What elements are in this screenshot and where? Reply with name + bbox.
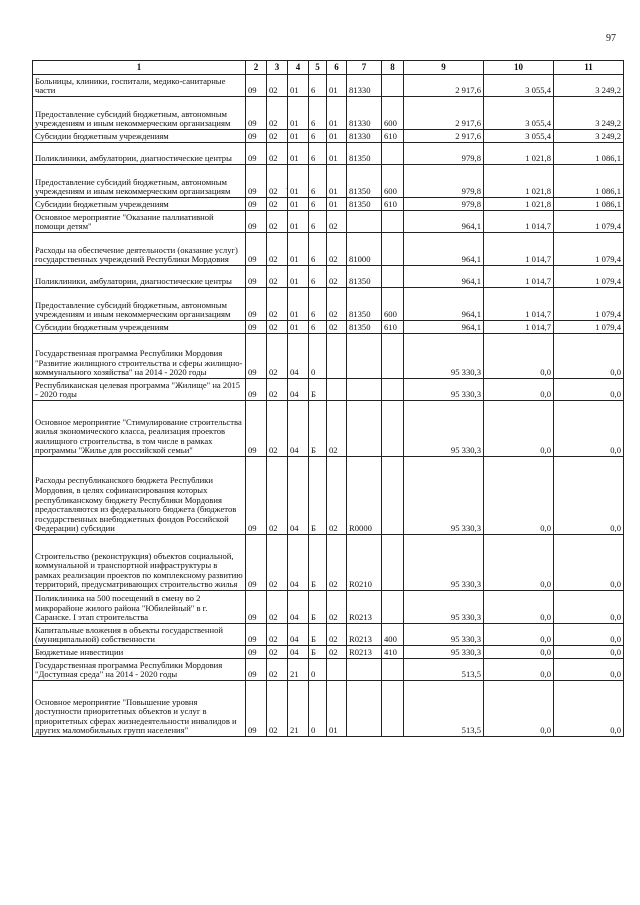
amount-2020: 0,0	[484, 334, 554, 379]
amount-2021: 1 079,4	[554, 321, 624, 334]
code-cell: 01	[288, 321, 309, 334]
amount-2020: 1 014,7	[484, 288, 554, 321]
code-cell: 81000	[347, 233, 382, 266]
code-cell: 01	[288, 75, 309, 97]
amount-2019: 95 330,3	[404, 646, 484, 659]
code-cell: 6	[309, 321, 327, 334]
code-cell: 6	[309, 198, 327, 211]
code-cell: 01	[288, 165, 309, 198]
amount-2020: 0,0	[484, 659, 554, 681]
amount-2021: 0,0	[554, 379, 624, 401]
table-row	[33, 535, 624, 591]
row-name: Субсидии бюджетным учреждениям	[33, 130, 246, 143]
row-name: Основное мероприятие "Повышение уровня доступности приоритетных объектов и услуг в приоритетных сферах жизнедеятельности инвалидов и других маломобильных групп населения"	[33, 681, 246, 737]
code-cell: 610	[382, 321, 404, 334]
code-cell: Б	[309, 591, 327, 624]
amount-2019: 2 917,6	[404, 97, 484, 130]
amount-2021: 3 249,2	[554, 75, 624, 97]
amount-2021: 1 086,1	[554, 143, 624, 165]
code-cell: Б	[309, 624, 327, 646]
code-cell	[347, 379, 382, 401]
code-cell: 02	[327, 211, 347, 233]
code-cell: 09	[246, 379, 267, 401]
code-cell: 04	[288, 401, 309, 457]
code-cell: 02	[327, 288, 347, 321]
code-cell: 600	[382, 97, 404, 130]
code-cell	[347, 401, 382, 457]
code-cell: 81330	[347, 130, 382, 143]
code-cell: 02	[267, 266, 288, 288]
amount-2019: 95 330,3	[404, 401, 484, 457]
amount-2019: 95 330,3	[404, 457, 484, 535]
amount-2020: 0,0	[484, 535, 554, 591]
table-row	[33, 75, 624, 97]
code-cell: 02	[267, 130, 288, 143]
code-cell: 09	[246, 233, 267, 266]
amount-2021: 1 079,4	[554, 288, 624, 321]
code-cell: 02	[267, 457, 288, 535]
code-cell: Б	[309, 646, 327, 659]
amount-2020: 0,0	[484, 591, 554, 624]
code-cell: 02	[267, 211, 288, 233]
header-cell: 8	[382, 61, 404, 75]
code-cell: 01	[327, 97, 347, 130]
row-name: Капитальные вложения в объекты государственной (муниципальной) собственности	[33, 624, 246, 646]
code-cell: 02	[267, 681, 288, 737]
code-cell	[382, 681, 404, 737]
amount-2019: 95 330,3	[404, 535, 484, 591]
code-cell: 01	[288, 97, 309, 130]
code-cell: 01	[327, 165, 347, 198]
code-cell: 21	[288, 681, 309, 737]
code-cell: 09	[246, 646, 267, 659]
code-cell: R0210	[347, 535, 382, 591]
amount-2021: 0,0	[554, 646, 624, 659]
amount-2019: 2 917,6	[404, 130, 484, 143]
code-cell	[382, 659, 404, 681]
code-cell: 610	[382, 198, 404, 211]
code-cell: 02	[267, 165, 288, 198]
amount-2019: 979,8	[404, 165, 484, 198]
code-cell: 09	[246, 321, 267, 334]
code-cell: 6	[309, 288, 327, 321]
amount-2020: 1 021,8	[484, 198, 554, 211]
code-cell	[382, 334, 404, 379]
code-cell	[347, 659, 382, 681]
code-cell	[382, 211, 404, 233]
code-cell: 01	[288, 288, 309, 321]
code-cell: 02	[267, 75, 288, 97]
code-cell: 01	[288, 233, 309, 266]
code-cell	[382, 591, 404, 624]
table-row	[33, 97, 624, 130]
code-cell: 02	[327, 535, 347, 591]
code-cell	[382, 535, 404, 591]
code-cell: 09	[246, 681, 267, 737]
amount-2021: 1 086,1	[554, 198, 624, 211]
code-cell: 6	[309, 97, 327, 130]
code-cell: 02	[327, 321, 347, 334]
header-cell: 3	[267, 61, 288, 75]
amount-2020: 1 014,7	[484, 211, 554, 233]
header-cell: 5	[309, 61, 327, 75]
row-name: Государственная программа Республики Мордовия "Развитие жилищного строительства и сферы жилищно-коммунального хозяйства" на 2014 - 2020 годы	[33, 334, 246, 379]
amount-2019: 513,5	[404, 659, 484, 681]
header-cell: 9	[404, 61, 484, 75]
code-cell: 04	[288, 334, 309, 379]
amount-2020: 1 021,8	[484, 165, 554, 198]
code-cell: 01	[327, 198, 347, 211]
code-cell: 81350	[347, 321, 382, 334]
code-cell: 09	[246, 130, 267, 143]
code-cell	[382, 379, 404, 401]
amount-2021: 0,0	[554, 535, 624, 591]
code-cell: 0	[309, 659, 327, 681]
table-row	[33, 624, 624, 646]
table-row	[33, 457, 624, 535]
amount-2020: 1 014,7	[484, 233, 554, 266]
table-body	[33, 75, 624, 737]
header-cell: 4	[288, 61, 309, 75]
code-cell: 04	[288, 624, 309, 646]
row-name: Строительство (реконструкция) объектов социальной, коммунальной и транспортной инфраструктуры в рамках реализации проектов по комплексному развитию территорий, предусматривающих строительство жилья	[33, 535, 246, 591]
amount-2020: 3 055,4	[484, 130, 554, 143]
code-cell	[382, 401, 404, 457]
amount-2021: 1 079,4	[554, 266, 624, 288]
code-cell	[327, 334, 347, 379]
code-cell: 01	[288, 143, 309, 165]
code-cell: Б	[309, 401, 327, 457]
code-cell: 600	[382, 288, 404, 321]
amount-2019: 95 330,3	[404, 334, 484, 379]
code-cell: 09	[246, 624, 267, 646]
code-cell: 81330	[347, 75, 382, 97]
amount-2021: 3 249,2	[554, 97, 624, 130]
amount-2019: 513,5	[404, 681, 484, 737]
amount-2020: 3 055,4	[484, 75, 554, 97]
code-cell: 02	[267, 143, 288, 165]
code-cell: 0	[309, 334, 327, 379]
code-cell: 09	[246, 266, 267, 288]
code-cell: 04	[288, 457, 309, 535]
code-cell	[382, 233, 404, 266]
row-name: Субсидии бюджетным учреждениям	[33, 321, 246, 334]
amount-2021: 0,0	[554, 457, 624, 535]
code-cell: 09	[246, 198, 267, 211]
code-cell: 400	[382, 624, 404, 646]
code-cell: 09	[246, 334, 267, 379]
row-name: Поликлиника на 500 посещений в смену во 2 микрорайоне жилого района "Юбилейный" в г. Саранске. I этап строительства	[33, 591, 246, 624]
code-cell: 600	[382, 165, 404, 198]
code-cell: 09	[246, 457, 267, 535]
code-cell: 09	[246, 659, 267, 681]
code-cell: 02	[267, 379, 288, 401]
code-cell: 02	[267, 288, 288, 321]
code-cell	[382, 75, 404, 97]
amount-2021: 0,0	[554, 624, 624, 646]
table-row	[33, 591, 624, 624]
code-cell: 09	[246, 401, 267, 457]
code-cell: 6	[309, 75, 327, 97]
amount-2020: 0,0	[484, 681, 554, 737]
code-cell: 04	[288, 535, 309, 591]
amount-2019: 964,1	[404, 233, 484, 266]
code-cell	[347, 334, 382, 379]
amount-2021: 0,0	[554, 591, 624, 624]
table-row	[33, 266, 624, 288]
row-name: Расходы республиканского бюджета Республики Мордовия, в целях софинансирования которых республиканскому бюджету Республики Мордовия предоставляются из федерального бюджета (бюджетов государственных внебюджетных фондов Российской Федерации) субсидии	[33, 457, 246, 535]
amount-2021: 3 249,2	[554, 130, 624, 143]
amount-2020: 0,0	[484, 457, 554, 535]
code-cell	[382, 143, 404, 165]
code-cell: 01	[288, 266, 309, 288]
code-cell: 81350	[347, 143, 382, 165]
amount-2019: 964,1	[404, 288, 484, 321]
code-cell: 04	[288, 591, 309, 624]
code-cell	[382, 266, 404, 288]
code-cell: 6	[309, 233, 327, 266]
page-number: 97	[606, 33, 616, 44]
code-cell: Б	[309, 535, 327, 591]
code-cell: 02	[267, 646, 288, 659]
row-name: Поликлиники, амбулатории, диагностические центры	[33, 266, 246, 288]
amount-2019: 964,1	[404, 211, 484, 233]
table-row	[33, 659, 624, 681]
code-cell: 81350	[347, 288, 382, 321]
table-row	[33, 233, 624, 266]
code-cell: 02	[267, 535, 288, 591]
code-cell: 09	[246, 165, 267, 198]
code-cell: 01	[327, 143, 347, 165]
code-cell: 81350	[347, 198, 382, 211]
code-cell: 410	[382, 646, 404, 659]
row-name: Расходы на обеспечение деятельности (оказание услуг) государственных учреждений Республики Мордовия	[33, 233, 246, 266]
table-row	[33, 198, 624, 211]
row-name: Государственная программа Республики Мордовия "Доступная среда" на 2014 - 2020 годы	[33, 659, 246, 681]
code-cell: 02	[327, 266, 347, 288]
budget-table	[32, 60, 624, 737]
code-cell: 09	[246, 75, 267, 97]
code-cell: 02	[327, 624, 347, 646]
code-cell: 04	[288, 379, 309, 401]
amount-2019: 95 330,3	[404, 591, 484, 624]
header-cell: 6	[327, 61, 347, 75]
row-name: Больницы, клиники, госпитали, медико-санитарные части	[33, 75, 246, 97]
code-cell: 01	[327, 130, 347, 143]
code-cell: Б	[309, 457, 327, 535]
header-cell: 1	[33, 61, 246, 75]
code-cell: 01	[327, 75, 347, 97]
amount-2020: 0,0	[484, 401, 554, 457]
code-cell: 09	[246, 211, 267, 233]
code-cell: 81330	[347, 97, 382, 130]
code-cell	[327, 659, 347, 681]
row-name: Бюджетные инвестиции	[33, 646, 246, 659]
amount-2020: 1 021,8	[484, 143, 554, 165]
amount-2020: 0,0	[484, 379, 554, 401]
code-cell: 02	[267, 198, 288, 211]
code-cell: 02	[267, 591, 288, 624]
code-cell: 02	[267, 624, 288, 646]
amount-2020: 3 055,4	[484, 97, 554, 130]
row-name: Субсидии бюджетным учреждениям	[33, 198, 246, 211]
code-cell: R0000	[347, 457, 382, 535]
code-cell: 04	[288, 646, 309, 659]
table-row	[33, 211, 624, 233]
table-row	[33, 379, 624, 401]
code-cell: 02	[267, 97, 288, 130]
code-cell: 09	[246, 143, 267, 165]
amount-2019: 979,8	[404, 198, 484, 211]
code-cell: 6	[309, 211, 327, 233]
amount-2019: 964,1	[404, 266, 484, 288]
amount-2021: 1 086,1	[554, 165, 624, 198]
table-row	[33, 288, 624, 321]
code-cell	[347, 211, 382, 233]
code-cell: 02	[267, 233, 288, 266]
amount-2019: 95 330,3	[404, 624, 484, 646]
amount-2020: 1 014,7	[484, 266, 554, 288]
code-cell: 81350	[347, 266, 382, 288]
table-row	[33, 143, 624, 165]
code-cell: 09	[246, 97, 267, 130]
table-row	[33, 334, 624, 379]
table-row	[33, 321, 624, 334]
table-row	[33, 130, 624, 143]
amount-2019: 979,8	[404, 143, 484, 165]
amount-2020: 0,0	[484, 624, 554, 646]
code-cell: 6	[309, 130, 327, 143]
code-cell: 02	[267, 321, 288, 334]
row-name: Республиканская целевая программа "Жилище" на 2015 - 2020 годы	[33, 379, 246, 401]
row-name: Поликлиники, амбулатории, диагностические центры	[33, 143, 246, 165]
code-cell: 6	[309, 266, 327, 288]
code-cell: 01	[288, 211, 309, 233]
amount-2021: 0,0	[554, 334, 624, 379]
scan-mark: ·	[285, 185, 288, 193]
code-cell: 09	[246, 591, 267, 624]
code-cell: 02	[327, 646, 347, 659]
table-row	[33, 401, 624, 457]
amount-2019: 2 917,6	[404, 75, 484, 97]
code-cell: 02	[327, 591, 347, 624]
code-cell: 21	[288, 659, 309, 681]
code-cell: R0213	[347, 591, 382, 624]
code-cell	[327, 379, 347, 401]
code-cell: 02	[267, 334, 288, 379]
code-cell: 02	[327, 457, 347, 535]
code-cell: 6	[309, 143, 327, 165]
code-cell: 6	[309, 165, 327, 198]
amount-2021: 0,0	[554, 659, 624, 681]
code-cell: 09	[246, 535, 267, 591]
row-name: Основное мероприятие "Оказание паллиативной помощи детям"	[33, 211, 246, 233]
code-cell: 01	[327, 681, 347, 737]
row-name: Основное мероприятие "Стимулирование строительства жилья экономического класса, реализация проектов жилищного строительства, в том числе в рамках программы "Жилье для российской семьи"	[33, 401, 246, 457]
amount-2021: 1 079,4	[554, 211, 624, 233]
table-row	[33, 165, 624, 198]
code-cell	[382, 457, 404, 535]
table-row	[33, 646, 624, 659]
header-cell: 11	[554, 61, 624, 75]
code-cell: 02	[327, 401, 347, 457]
code-cell: 02	[267, 401, 288, 457]
code-cell: 09	[246, 288, 267, 321]
code-cell: R0213	[347, 624, 382, 646]
header-cell: 2	[246, 61, 267, 75]
amount-2021: 1 079,4	[554, 233, 624, 266]
header-cell: 10	[484, 61, 554, 75]
code-cell	[347, 681, 382, 737]
row-name: Предоставление субсидий бюджетным, автономным учреждениям и иным некоммерческим организациям	[33, 288, 246, 321]
amount-2019: 964,1	[404, 321, 484, 334]
code-cell: R0213	[347, 646, 382, 659]
row-name: Предоставление субсидий бюджетным, автономным учреждениям и иным некоммерческим организациям	[33, 165, 246, 198]
amount-2019: 95 330,3	[404, 379, 484, 401]
header-cell: 7	[347, 61, 382, 75]
table-row	[33, 681, 624, 737]
code-cell: 0	[309, 681, 327, 737]
amount-2020: 1 014,7	[484, 321, 554, 334]
row-name: Предоставление субсидий бюджетным, автономным учреждениям и иным некоммерческим организациям	[33, 97, 246, 130]
code-cell: 02	[327, 233, 347, 266]
code-cell: 01	[288, 198, 309, 211]
amount-2021: 0,0	[554, 401, 624, 457]
amount-2021: 0,0	[554, 681, 624, 737]
code-cell: 02	[267, 659, 288, 681]
amount-2020: 0,0	[484, 646, 554, 659]
code-cell: 610	[382, 130, 404, 143]
header-row	[33, 61, 624, 75]
code-cell: Б	[309, 379, 327, 401]
code-cell: 81350	[347, 165, 382, 198]
code-cell: 01	[288, 130, 309, 143]
